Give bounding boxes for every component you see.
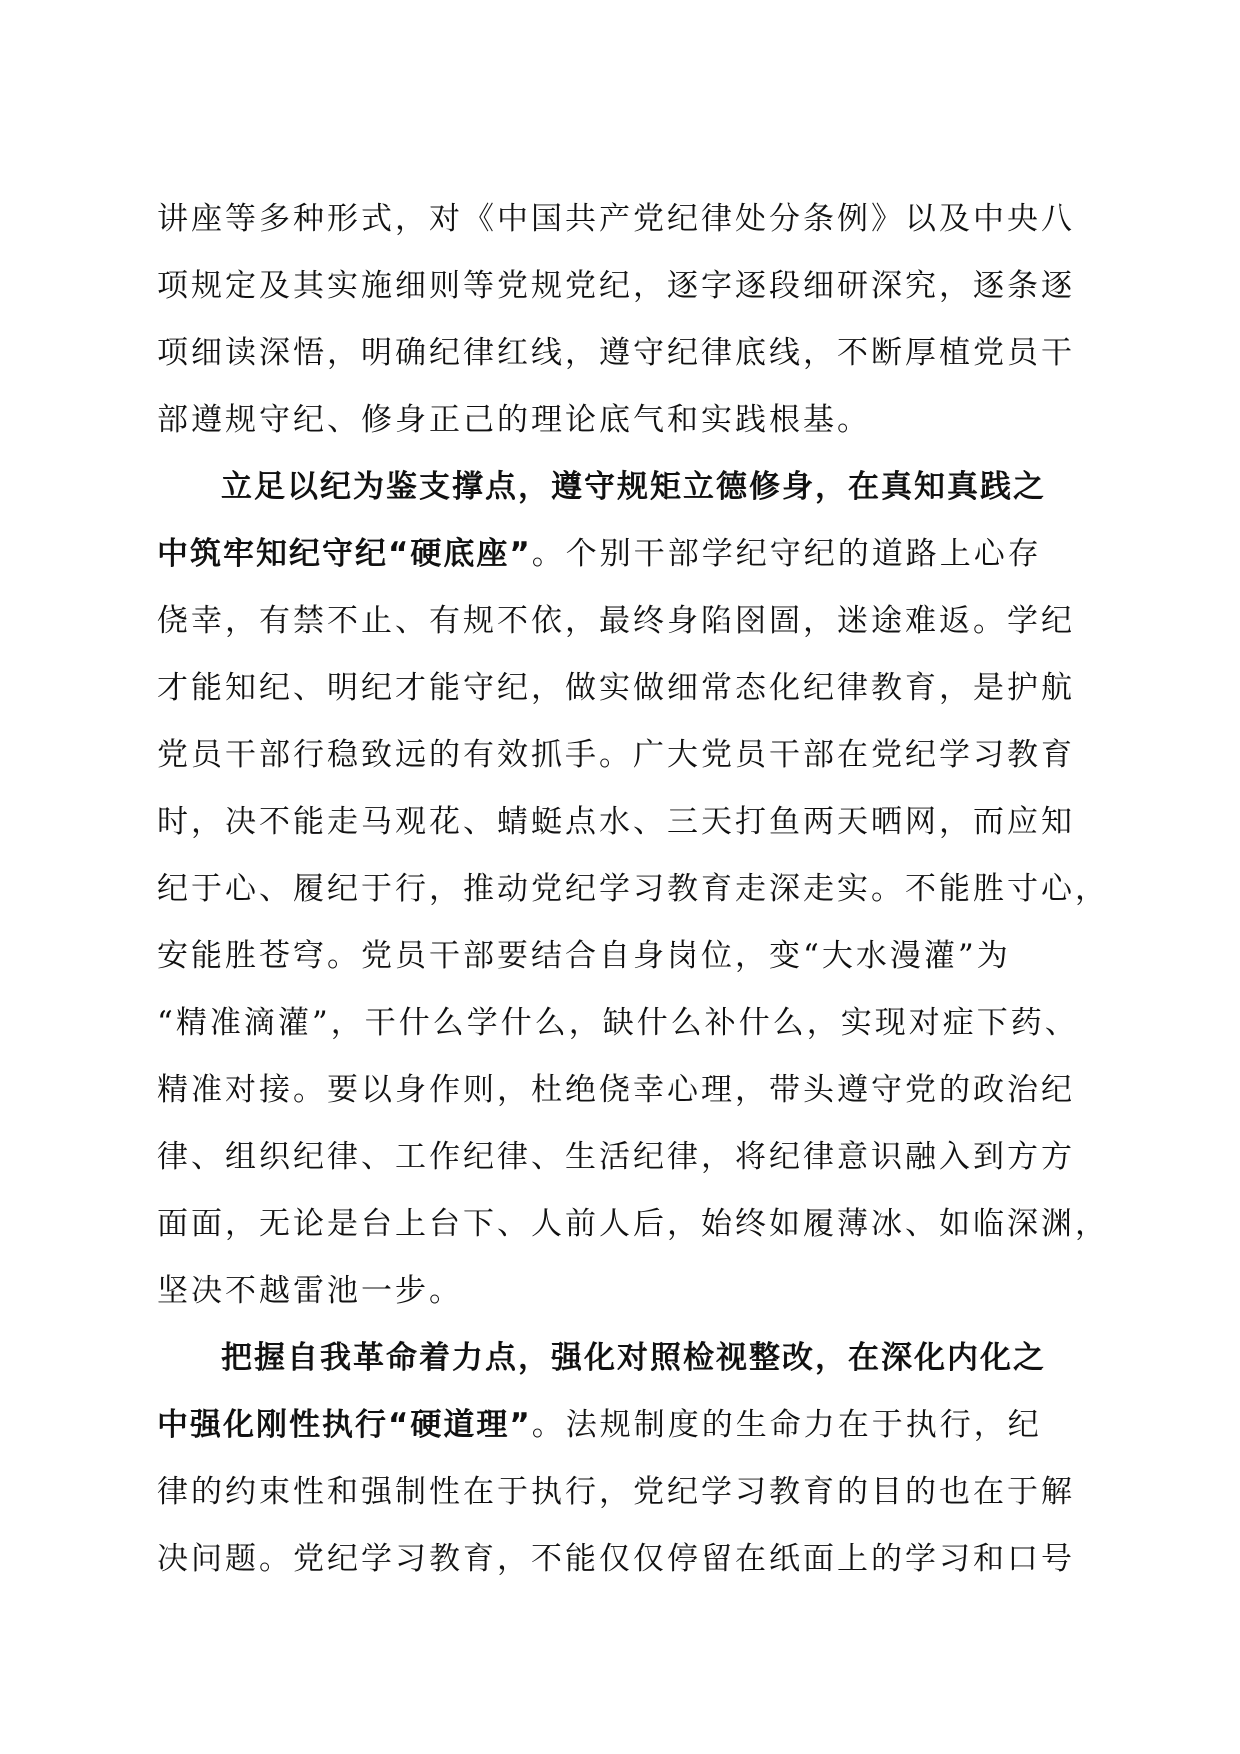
section-heading: 把握自我革命着力点，强化对照检视整改，在深化内化之 — [221, 1340, 1046, 1376]
paragraph-line — [157, 1459, 1097, 1526]
section-heading: 中筑牢知纪守纪“硬底座” — [157, 536, 532, 572]
paragraph-line — [157, 1258, 1097, 1325]
line-text: 律、组织纪律、工作纪律、生活纪律，将纪律意识融入到方方 — [157, 1139, 1075, 1175]
paragraph-line: 讲座等多种形式，对《中国共产党纪律处分条例》以及中央八 — [157, 201, 1075, 237]
paragraph-line — [157, 1392, 1097, 1459]
line-text: 坚决不越雷池一步。 — [157, 1273, 463, 1309]
paragraph-3 — [157, 1325, 1097, 1593]
paragraph-line: 部遵规守纪、修身正己的理论底气和实践根基。 — [157, 402, 871, 438]
paragraph-line — [157, 990, 1097, 1057]
line-text: 决问题。党纪学习教育，不能仅仅停留在纸面上的学习和口号 — [157, 1541, 1075, 1577]
section-heading: 中强化刚性执行“硬道理” — [157, 1407, 532, 1443]
line-text: 侥幸，有禁不止、有规不依，最终身陷囹圄，迷途难返。学纪 — [157, 603, 1075, 639]
paragraph-line — [157, 1057, 1097, 1124]
line-text: 面面，无论是台上台下、人前人后，始终如履薄冰、如临深渊， — [157, 1206, 1109, 1242]
line-text: 律的约束性和强制性在于执行，党纪学习教育的目的也在于解 — [157, 1474, 1075, 1510]
paragraph-line — [157, 1124, 1097, 1191]
line-text: 安能胜苍穹。党员干部要结合自身岗位，变“大水漫灌”为 — [157, 938, 1011, 974]
paragraph-1 — [157, 186, 1097, 454]
line-text: “精准滴灌”，干什么学什么，缺什么补什么，实现对症下药、 — [157, 1005, 1079, 1041]
line-text: 。个别干部学纪守纪的道路上心存 — [531, 536, 1042, 572]
line-text: 纪于心、履纪于行，推动党纪学习教育走深走实。不能胜寸心， — [157, 871, 1109, 907]
paragraph-line — [157, 454, 1097, 521]
paragraph-line — [157, 588, 1097, 655]
paragraph-line: 项规定及其实施细则等党规党纪，逐字逐段细研深究，逐条逐 — [157, 268, 1075, 304]
line-text: 时，决不能走马观花、蜻蜓点水、三天打鱼两天晒网，而应知 — [157, 804, 1075, 840]
paragraph-line — [157, 722, 1097, 789]
body-text — [157, 186, 1109, 1593]
paragraph-line — [157, 1325, 1097, 1392]
section-heading: 立足以纪为鉴支撑点，遵守规矩立德修身，在真知真践之 — [221, 469, 1046, 505]
line-text: 才能知纪、明纪才能守纪，做实做细常态化纪律教育，是护航 — [157, 670, 1075, 706]
line-text: 精准对接。要以身作则，杜绝侥幸心理，带头遵守党的政治纪 — [157, 1072, 1075, 1108]
line-text: 党员干部行稳致远的有效抓手。广大党员干部在党纪学习教育 — [157, 737, 1075, 773]
paragraph-line — [157, 521, 1097, 588]
paragraph-line — [157, 1191, 1109, 1258]
paragraph-line — [157, 655, 1097, 722]
paragraph-line — [157, 923, 1097, 990]
line-text: 。法规制度的生命力在于执行，纪 — [531, 1407, 1042, 1443]
paragraph-line — [157, 856, 1109, 923]
paragraph-line — [157, 789, 1097, 856]
paragraph-line: 项细读深悟，明确纪律红线，遵守纪律底线，不断厚植党员干 — [157, 335, 1075, 371]
paragraph-2 — [157, 454, 1109, 1325]
paragraph-line — [157, 1526, 1097, 1593]
